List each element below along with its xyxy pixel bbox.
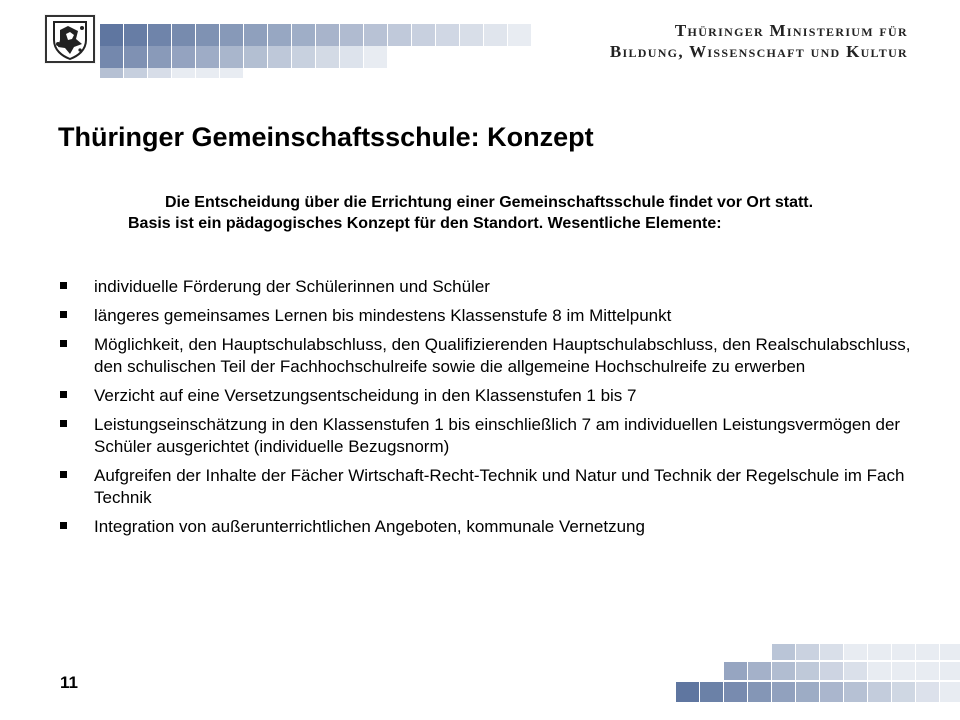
decorative-tile — [148, 46, 171, 68]
decorative-tile — [172, 46, 195, 68]
decorative-tile — [940, 662, 960, 680]
page-number: 11 — [60, 673, 78, 692]
list-item-text: längeres gemeinsames Lernen bis mindestens Klassenstufe 8 im Mittelpunkt — [94, 306, 672, 325]
decorative-tile — [940, 644, 960, 660]
decorative-tile — [292, 46, 315, 68]
list-item — [60, 414, 920, 458]
decorative-tile — [772, 662, 795, 680]
ministry-line-2: Bildung, Wissenschaft und Kultur — [609, 42, 908, 61]
decorative-tile — [124, 24, 147, 46]
square-bullet-icon — [60, 340, 67, 347]
list-item-text: Möglichkeit, den Hauptschulabschluss, den Qualifizierenden Hauptschulabschluss, den Realschulabschluss, den schulischen Teil der Fachhochschulreife sowie die allgemeine Hochschulreife zu erwerben — [94, 335, 911, 376]
decorative-tile — [436, 24, 459, 46]
decorative-tile — [820, 662, 843, 680]
decorative-tile — [844, 644, 867, 660]
decorative-tile — [916, 682, 939, 702]
decorative-tile — [100, 46, 123, 68]
decorative-tile — [796, 682, 819, 702]
decorative-tile — [796, 662, 819, 680]
decorative-tile — [172, 68, 195, 78]
decorative-tile — [316, 24, 339, 46]
decorative-tile — [340, 46, 363, 68]
decorative-tile — [892, 644, 915, 660]
decorative-tile — [892, 662, 915, 680]
square-bullet-icon — [60, 522, 67, 529]
list-item — [60, 516, 920, 538]
decorative-tile — [196, 68, 219, 78]
decorative-tile — [868, 662, 891, 680]
decorative-tile — [460, 24, 483, 46]
decorative-tile — [676, 682, 699, 702]
decorative-tile — [220, 68, 243, 78]
intro-text — [60, 192, 900, 234]
decorative-tile — [796, 644, 819, 660]
decorative-tile — [748, 682, 771, 702]
decorative-tile — [268, 46, 291, 68]
coat-of-arms-icon — [44, 14, 96, 64]
decorative-tile — [700, 682, 723, 702]
decorative-tile — [124, 68, 147, 78]
decorative-tile — [244, 46, 267, 68]
decorative-tile — [148, 24, 171, 46]
decorative-tile — [772, 682, 795, 702]
decorative-tile — [364, 46, 387, 68]
decorative-tile — [220, 46, 243, 68]
decorative-tile — [772, 644, 795, 660]
square-bullet-icon — [60, 420, 67, 427]
decorative-tile — [724, 662, 747, 680]
list-item — [60, 465, 920, 509]
decorative-tile — [364, 24, 387, 46]
decorative-tile — [508, 24, 531, 46]
decorative-tile — [196, 24, 219, 46]
decorative-tile — [844, 682, 867, 702]
list-item — [60, 385, 920, 407]
decorative-tile — [124, 46, 147, 68]
list-item — [60, 276, 920, 298]
decorative-tile — [292, 24, 315, 46]
square-bullet-icon — [60, 282, 67, 289]
decorative-tile — [268, 24, 291, 46]
list-item — [60, 305, 920, 327]
decorative-tile — [916, 662, 939, 680]
bullet-list — [60, 276, 920, 545]
square-bullet-icon — [60, 391, 67, 398]
ministry-line-1: Thüringer Ministerium für — [674, 21, 908, 40]
decorative-tile — [196, 46, 219, 68]
slide-title: Thüringer Gemeinschaftsschule: Konzept — [58, 122, 594, 152]
decorative-tile — [844, 662, 867, 680]
decorative-tile — [148, 68, 171, 78]
decorative-tile — [100, 68, 123, 78]
decorative-tile — [940, 682, 960, 702]
decorative-tile — [244, 24, 267, 46]
decorative-tile — [388, 24, 411, 46]
decorative-tile — [316, 46, 339, 68]
list-item-text: Aufgreifen der Inhalte der Fächer Wirtschaft-Recht-Technik und Natur und Technik der Regelschule im Fach Technik — [94, 466, 905, 507]
decorative-tile — [484, 24, 507, 46]
decorative-tile — [868, 644, 891, 660]
decorative-tile — [412, 24, 435, 46]
decorative-tile — [724, 682, 747, 702]
intro-line-2: Basis ist ein pädagogisches Konzept für den Standort. Wesentliche Elemente: — [128, 215, 722, 232]
decorative-tile — [340, 24, 363, 46]
list-item-text: Leistungseinschätzung in den Klassenstufen 1 bis einschließlich 7 am individuellen Leistungsvermögen der Schüler ausgerichtet (individuelle Bezugsnorm) — [94, 415, 901, 456]
ministry-name — [608, 20, 908, 62]
decorative-tile — [100, 24, 123, 46]
decorative-tile — [748, 662, 771, 680]
decorative-tile — [892, 682, 915, 702]
decorative-tile — [220, 24, 243, 46]
list-item — [60, 334, 920, 378]
decorative-tile — [820, 644, 843, 660]
square-bullet-icon — [60, 311, 67, 318]
list-item-text: Integration von außerunterrichtlichen Angeboten, kommunale Vernetzung — [94, 517, 645, 536]
decorative-tile — [820, 682, 843, 702]
decorative-tile — [868, 682, 891, 702]
list-item-text: Verzicht auf eine Versetzungsentscheidung in den Klassenstufen 1 bis 7 — [94, 386, 637, 405]
intro-line-1: Die Entscheidung über die Errichtung einer Gemeinschaftsschule findet vor Ort statt. — [164, 194, 814, 211]
list-item-text: individuelle Förderung der Schülerinnen und Schüler — [94, 277, 490, 296]
square-bullet-icon — [60, 471, 67, 478]
decorative-tile — [172, 24, 195, 46]
decorative-tile — [916, 644, 939, 660]
